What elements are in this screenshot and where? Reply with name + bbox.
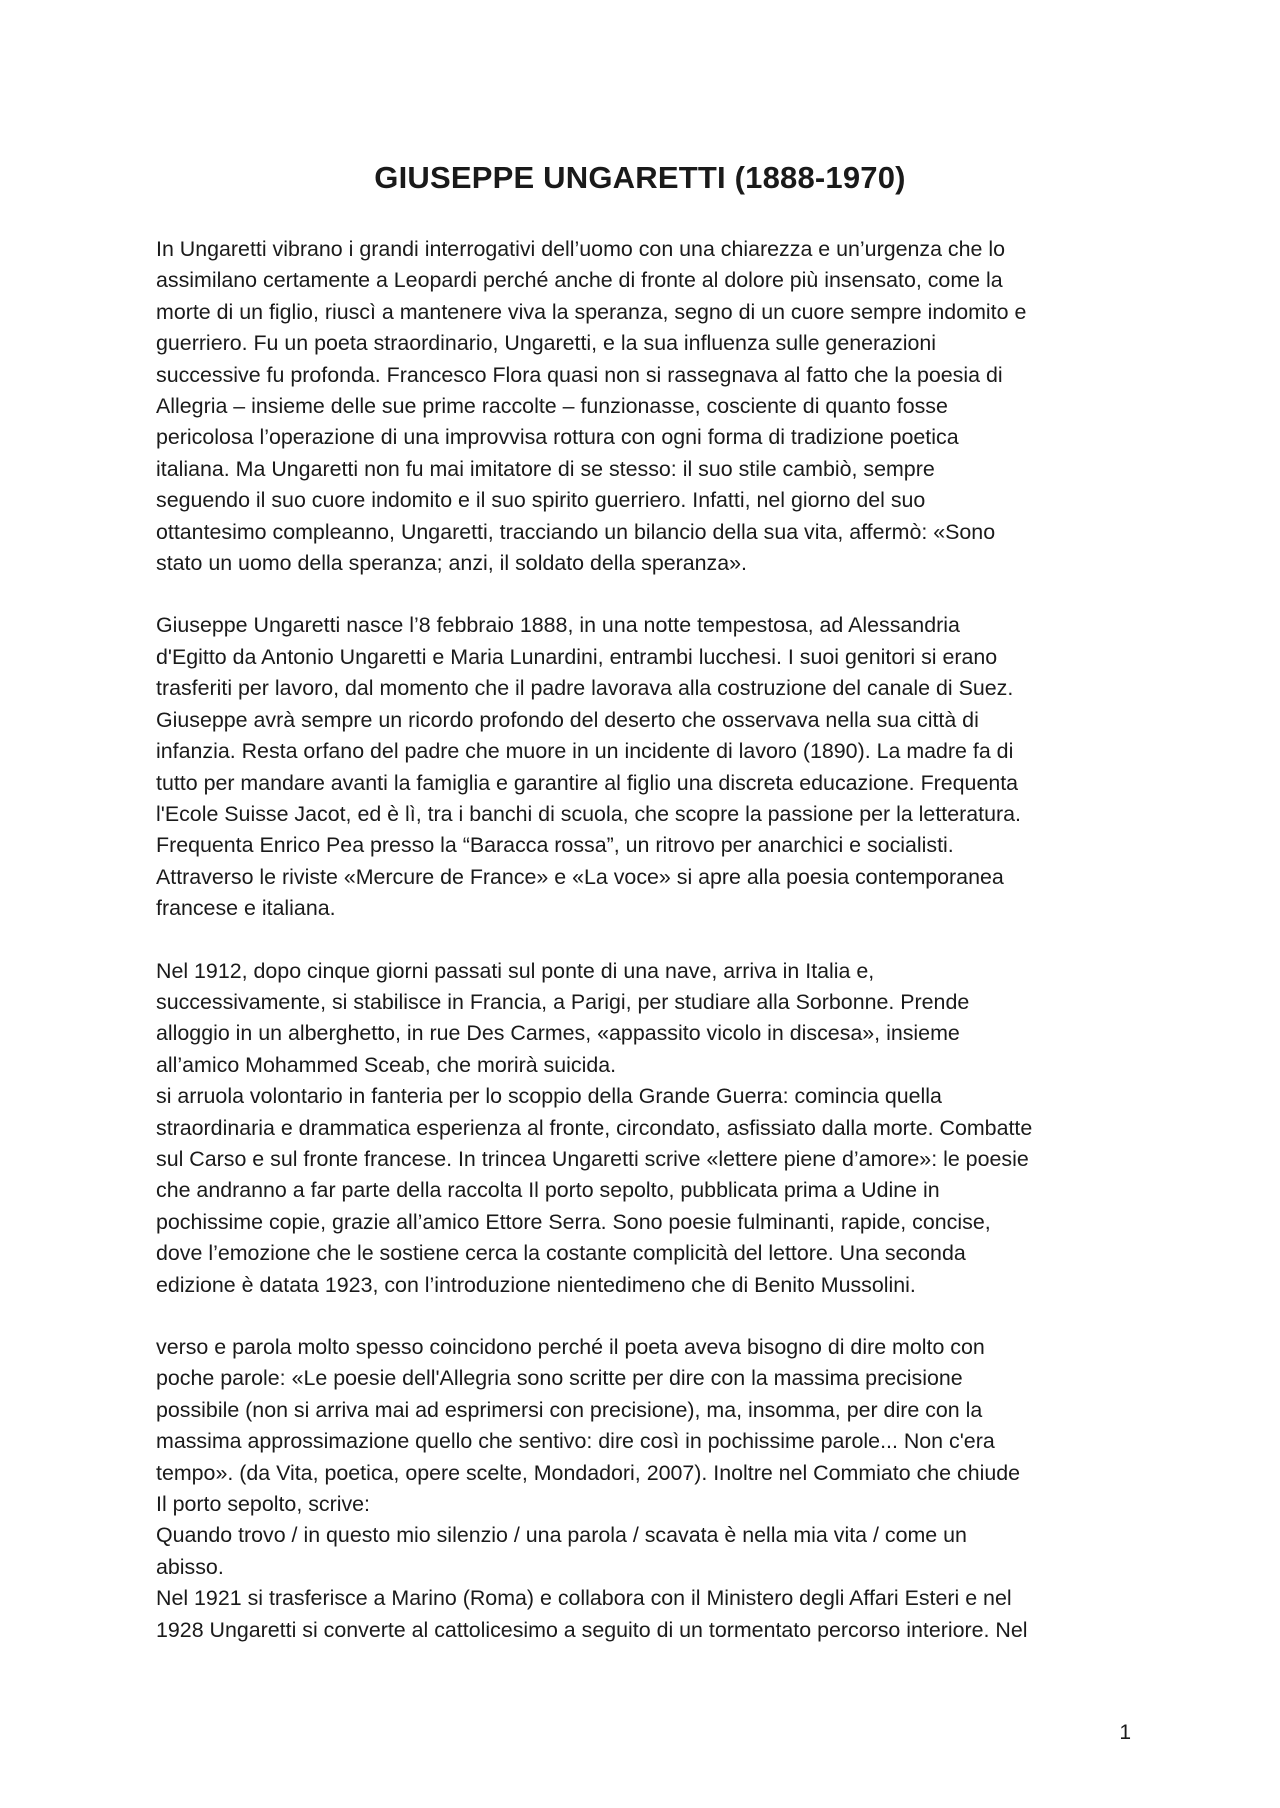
paragraph-intro: In Ungaretti vibrano i grandi interrogativi dell’uomo con una chiarezza e un’urgenza che lo assimilano certamente a Leopardi perché anche di fronte al dolore più insensato, come la morte di un figlio, riuscì a mantenere viva la speranza, segno di un cuore sempre indomito e guerriero. Fu un poeta straordinario, Ungaretti, e la sua influenza sulle generazioni successive fu profonda. Francesco Flora quasi non si rassegnava al fatto che la poesia di Allegria – insieme delle sue prime raccolte – funzionasse, cosciente di quanto fosse pericolosa l’operazione di una improvvisa rottura con ogni forma di tradizione poetica italiana. Ma Ungaretti non fu mai imitatore di se stesso: il suo stile cambiò, sempre seguendo il suo cuore indomito e il suo spirito guerriero. Infatti, nel giorno del suo ottantesimo compleanno, Ungaretti, tracciando un bilancio della sua vita, affermò: «Sono stato un uomo della speranza; anzi, il soldato della speranza». [156, 237, 1027, 576]
paragraph-birth: Giuseppe Ungaretti nasce l’8 febbraio 1888, in una notte tempestosa, ad Alessandria d'Egitto da Antonio Ungaretti e Maria Lunardini, entrambi lucchesi. I suoi genitori si erano trasferiti per lavoro, dal momento che il padre lavorava alla costruzione del canale di Suez. Giuseppe avrà sempre un ricordo profondo del deserto che osservava nella sua città di infanzia. Resta orfano del padre che muore in un incidente di lavoro (1890). La madre fa di tutto per mandare avanti la famiglia e garantire al figlio una discreta educazione. Frequenta l'Ecole Suisse Jacot, ed è lì, tra i banchi di scuola, che scopre la passione per la letteratura. Frequenta Enrico Pea presso la “Baracca rossa”, un ritrovo per anarchici e socialisti. Attraverso le riviste «Mercure de France» e «La voce» si apre alla poesia contemporanea francese e italiana. [156, 613, 1021, 921]
document-body [156, 234, 1140, 1646]
paragraph-paris-war: Nel 1912, dopo cinque giorni passati sul ponte di una nave, arriva in Italia e, successivamente, si stabilisce in Francia, a Parigi, per studiare alla Sorbonne. Prende alloggio in un alberghetto, in rue Des Carmes, «appassito vicolo in discesa», insieme all’amico Mohammed Sceab, che morirà suicida. si arruola volontario in fanteria per lo scoppio della Grande Guerra: comincia quella straordinaria e drammatica esperienza al fronte, circondato, asfissiato dalla morte. Combatte sul Carso e sul fronte francese. In trincea Ungaretti scrive «lettere piene d’amore»: le poesie che andranno a far parte della raccolta Il porto sepolto, pubblicata prima a Udine in pochissime copie, grazie all’amico Ettore Serra. Sono poesie fulminanti, rapide, concise, dove l’emozione che le sostiene cerca la costante complicità del lettore. Una seconda edizione è datata 1923, con l’introduzione nientedimeno che di Benito Mussolini. [156, 958, 1033, 1297]
document-title: GIUSEPPE UNGARETTI (1888-1970) [374, 160, 906, 195]
page-number: 1 [1119, 1721, 1131, 1744]
paragraph-poetics: verso e parola molto spesso coincidono perché il poeta aveva bisogno di dire molto con poche parole: «Le poesie dell'Allegria sono scritte per dire con la massima precisione possibile (non si arriva mai ad esprimersi con precisione), ma, insomma, per dire con la massima approssimazione quello che sentivo: dire così in pochissime parole... Non c'era tempo». (da Vita, poetica, opere scelte, Mondadori, 2007). Inoltre nel Commiato che chiude Il porto sepolto, scrive: Quando trovo / in questo mio silenzio / una parola / scavata è nella mia vita / come un abisso. Nel 1921 si trasferisce a Marino (Roma) e collabora con il Ministero degli Affari Esteri e nel 1928 Ungaretti si converte al cattolicesimo a seguito di un tormentato percorso interiore. Nel [156, 1335, 1028, 1642]
